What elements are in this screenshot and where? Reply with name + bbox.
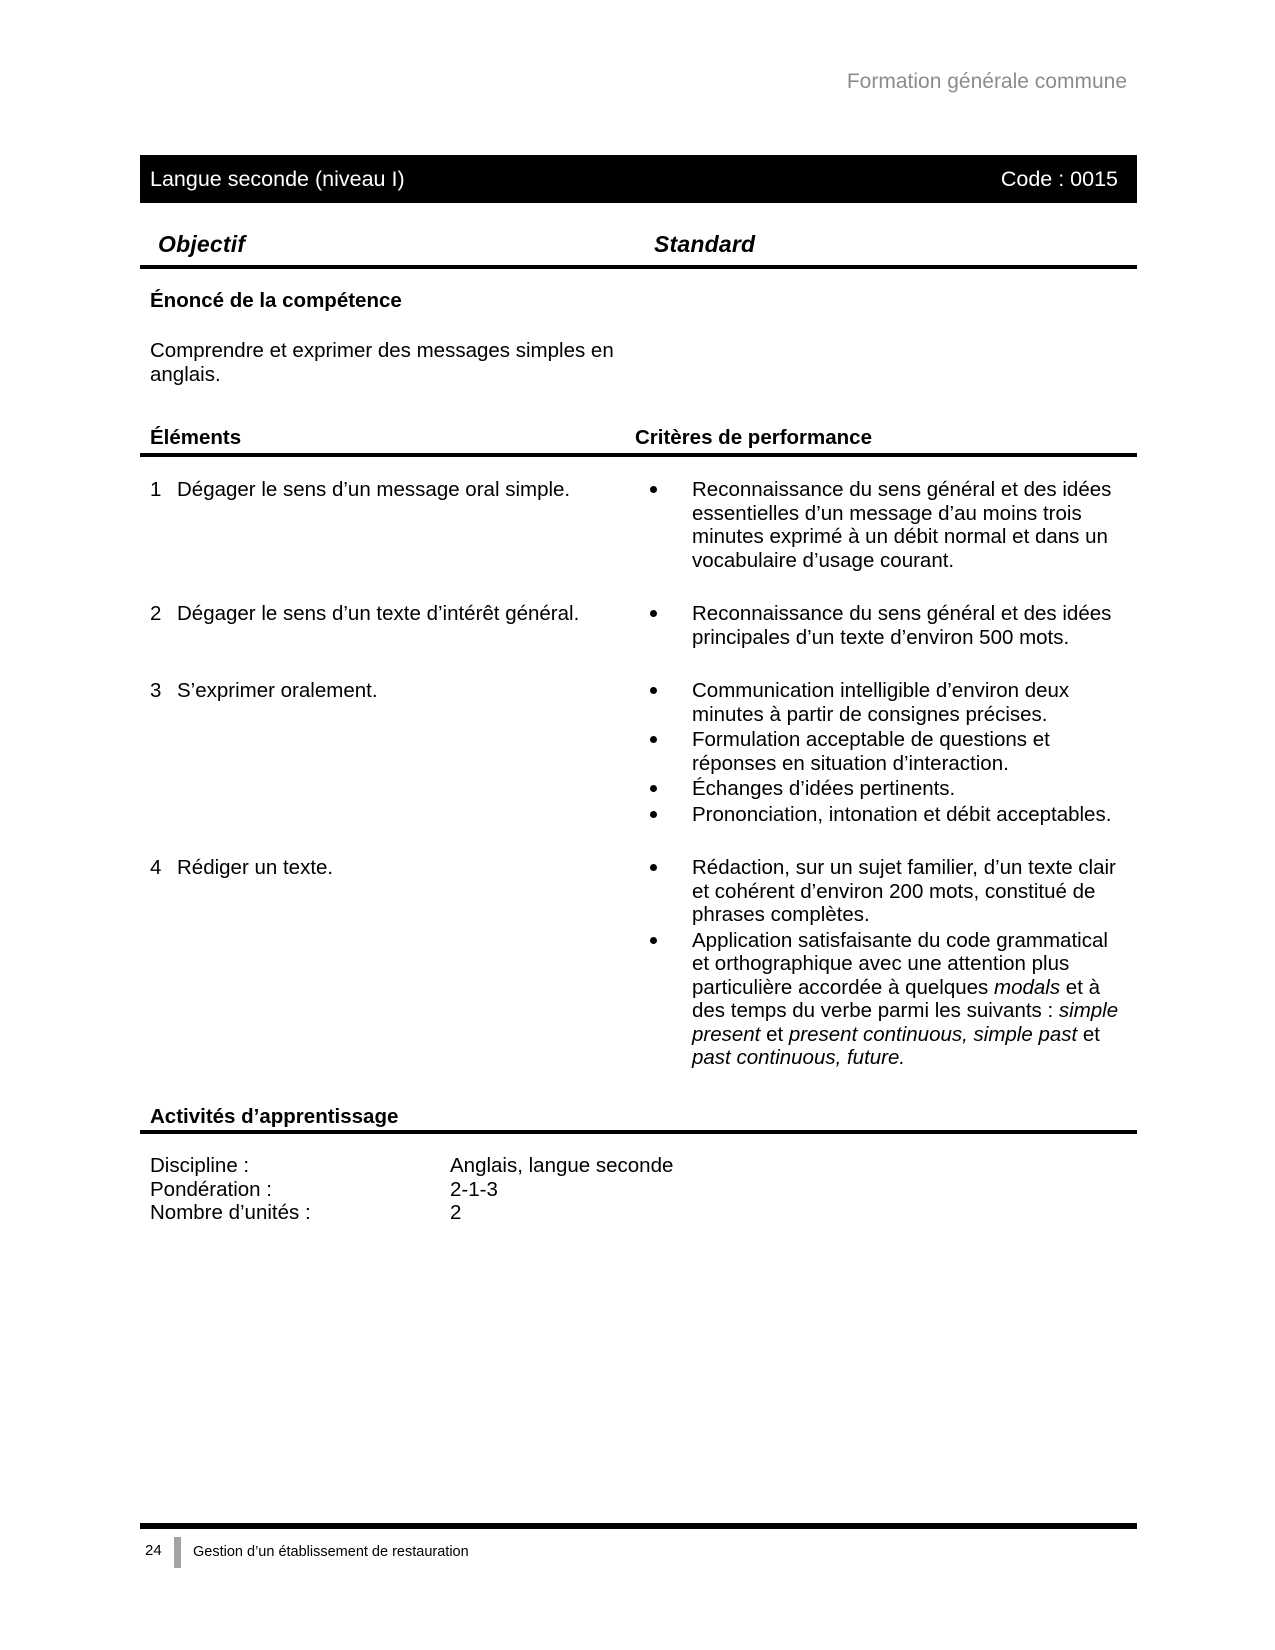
element-cell <box>140 478 635 574</box>
criteria-text: Reconnaissance du sens général et des idées essentielles d’un message d’au moins trois minutes exprimé à un débit normal et dans un vocabulaire d’usage courant. <box>692 478 1112 572</box>
info-row <box>150 1154 673 1178</box>
element-number: 3 <box>150 679 162 702</box>
elements-criteria-table <box>140 478 1137 1100</box>
footer-divider <box>140 1523 1137 1529</box>
enonce-text: Comprendre et exprimer des messages simples en anglais. <box>150 339 614 386</box>
footer-separator-bar <box>174 1537 181 1568</box>
info-label: Discipline : <box>150 1154 250 1177</box>
element-text: Rédiger un texte. <box>177 856 334 879</box>
bullet-icon <box>650 864 657 871</box>
criteria-item <box>635 856 1137 927</box>
criteria-item <box>635 803 1137 827</box>
criteria-item <box>635 777 1137 801</box>
bullet-icon <box>650 610 657 617</box>
footer-program-title: Gestion d’un établissement de restauration <box>193 1544 469 1560</box>
running-header: Formation générale commune <box>846 70 1127 93</box>
bullet-icon <box>650 687 657 694</box>
column-headers <box>140 231 1137 259</box>
page-number: 24 <box>145 1542 162 1559</box>
element-text: S’exprimer oralement. <box>177 679 378 702</box>
criteria-item <box>635 478 1137 572</box>
criteria-text: Prononciation, intonation et débit acceptables. <box>692 802 1112 826</box>
element-number: 4 <box>150 856 162 879</box>
table-row <box>140 679 1137 828</box>
element-text: Dégager le sens d’un message oral simple. <box>177 478 571 501</box>
objectif-header: Objectif <box>158 231 246 257</box>
bullet-icon <box>650 736 657 743</box>
course-info <box>150 1154 673 1225</box>
activites-heading: Activités d’apprentissage <box>150 1105 399 1128</box>
criteria-cell <box>635 602 1137 651</box>
divider <box>140 453 1137 457</box>
criteria-item <box>635 679 1137 726</box>
element-number: 2 <box>150 602 162 625</box>
info-value: Anglais, langue seconde <box>450 1154 674 1177</box>
criteria-text: Application satisfaisante du code grammatical et orthographique avec une attention plus particulière accordée à quelques modals et à des temps du verbe parmi les suivants : simple present et present continuous, simple past et past continuous, future. <box>692 928 1119 1069</box>
bullet-icon <box>650 937 657 944</box>
element-cell <box>140 679 635 828</box>
course-banner <box>140 155 1137 203</box>
criteria-item <box>635 728 1137 775</box>
info-value: 2-1-3 <box>450 1177 498 1201</box>
criteria-text: Rédaction, sur un sujet familier, d’un texte clair et cohérent d’environ 200 mots, constitué de phrases complètes. <box>692 856 1116 926</box>
element-text: Dégager le sens d’un texte d’intérêt général. <box>177 602 580 625</box>
enonce-heading: Énoncé de la compétence <box>150 289 402 312</box>
course-code: Code : 0015 <box>1000 166 1118 191</box>
course-title: Langue seconde (niveau I) <box>150 166 405 191</box>
criteria-text: Reconnaissance du sens général et des idées principales d’un texte d’environ 500 mots. <box>692 602 1112 649</box>
criteres-heading: Critères de performance <box>635 426 872 449</box>
criteria-cell <box>635 679 1137 828</box>
criteria-text: Échanges d’idées pertinents. <box>692 777 956 800</box>
element-cell <box>140 602 635 651</box>
table-row <box>140 856 1137 1072</box>
criteria-text: Communication intelligible d’environ deux minutes à partir de consignes précises. <box>692 679 1070 726</box>
criteria-item <box>635 929 1137 1070</box>
criteria-item <box>635 602 1137 649</box>
bullet-icon <box>650 486 657 493</box>
table-row <box>140 602 1137 651</box>
divider <box>140 1130 1137 1134</box>
info-label: Pondération : <box>150 1177 272 1201</box>
criteria-cell <box>635 856 1137 1072</box>
criteria-cell <box>635 478 1137 574</box>
table-row <box>140 478 1137 574</box>
divider <box>140 265 1137 269</box>
standard-header: Standard <box>654 231 756 257</box>
element-cell <box>140 856 635 1072</box>
element-number: 1 <box>150 478 162 501</box>
info-row <box>150 1201 673 1225</box>
info-value: 2 <box>450 1201 462 1224</box>
elements-heading: Éléments <box>150 426 242 449</box>
info-row <box>150 1178 673 1202</box>
bullet-icon <box>650 811 657 818</box>
info-label: Nombre d’unités : <box>150 1201 311 1224</box>
criteria-text: Formulation acceptable de questions et réponses en situation d’interaction. <box>692 728 1050 775</box>
bullet-icon <box>650 785 657 792</box>
